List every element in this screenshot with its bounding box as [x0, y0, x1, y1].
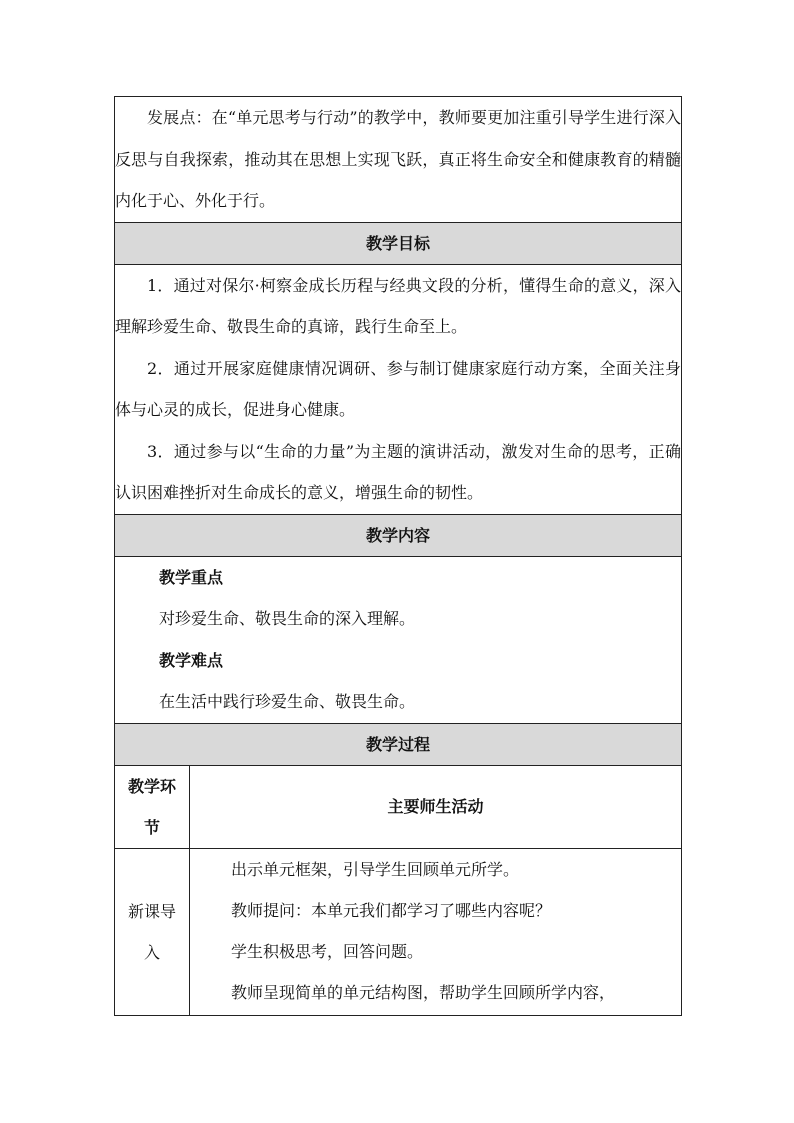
content-header-row — [115, 514, 682, 556]
content-row — [115, 556, 682, 723]
activity-line: 学生积极思考，回答问题。 — [231, 941, 424, 961]
difficulty-label: 教学难点 — [159, 650, 224, 670]
lesson-plan-table — [114, 96, 682, 1016]
objectives-header-row — [115, 222, 682, 264]
process-row — [115, 848, 682, 1015]
objectives-header: 教学目标 — [115, 222, 682, 264]
content-header: 教学内容 — [115, 514, 682, 556]
objectives-row — [115, 264, 682, 514]
activity-line: 教师提问：本单元我们都学习了哪些内容呢？ — [231, 900, 552, 920]
stage-column-header: 教学环 节 — [115, 765, 190, 848]
document-page — [114, 96, 681, 1016]
activity-column-header: 主要师生活动 — [190, 765, 682, 848]
development-point-row — [115, 97, 682, 223]
activity-line: 教师呈现简单的单元结构图，帮助学生回顾所学内容， — [231, 982, 616, 1002]
development-point-text: 发展点：在“单元思考与行动”的教学中，教师要更加注重引导学生进行深入反思与自我探索，推动其在思想上实现飞跃，真正将生命安全和健康教育的精髓内化于心、外化于行。 — [115, 108, 681, 210]
objective-item: 3．通过参与以“生命的力量”为主题的演讲活动，激发对生命的思考，正确认识困难挫折对生命成长的意义，增强生命的韧性。 — [115, 441, 681, 502]
objective-item: 2．通过开展家庭健康情况调研、参与制订健康家庭行动方案，全面关注身体与心灵的成长，促进身心健康。 — [115, 358, 681, 419]
objective-item: 1．通过对保尔·柯察金成长历程与经典文段的分析，懂得生命的意义，深入理解珍爱生命、敬畏生命的真谛，践行生命至上。 — [115, 275, 681, 336]
process-column-header-row — [115, 765, 682, 848]
activity-line: 出示单元框架，引导学生回顾单元所学。 — [231, 859, 520, 879]
key-point-label: 教学重点 — [159, 567, 224, 587]
activity-cell — [190, 848, 682, 1015]
difficulty-text: 在生活中践行珍爱生命、敬畏生命。 — [159, 692, 416, 711]
process-header-row — [115, 723, 682, 765]
process-header: 教学过程 — [115, 723, 682, 765]
key-point-text: 对珍爱生命、敬畏生命的深入理解。 — [159, 609, 416, 628]
stage-cell: 新课导 入 — [115, 848, 190, 1015]
